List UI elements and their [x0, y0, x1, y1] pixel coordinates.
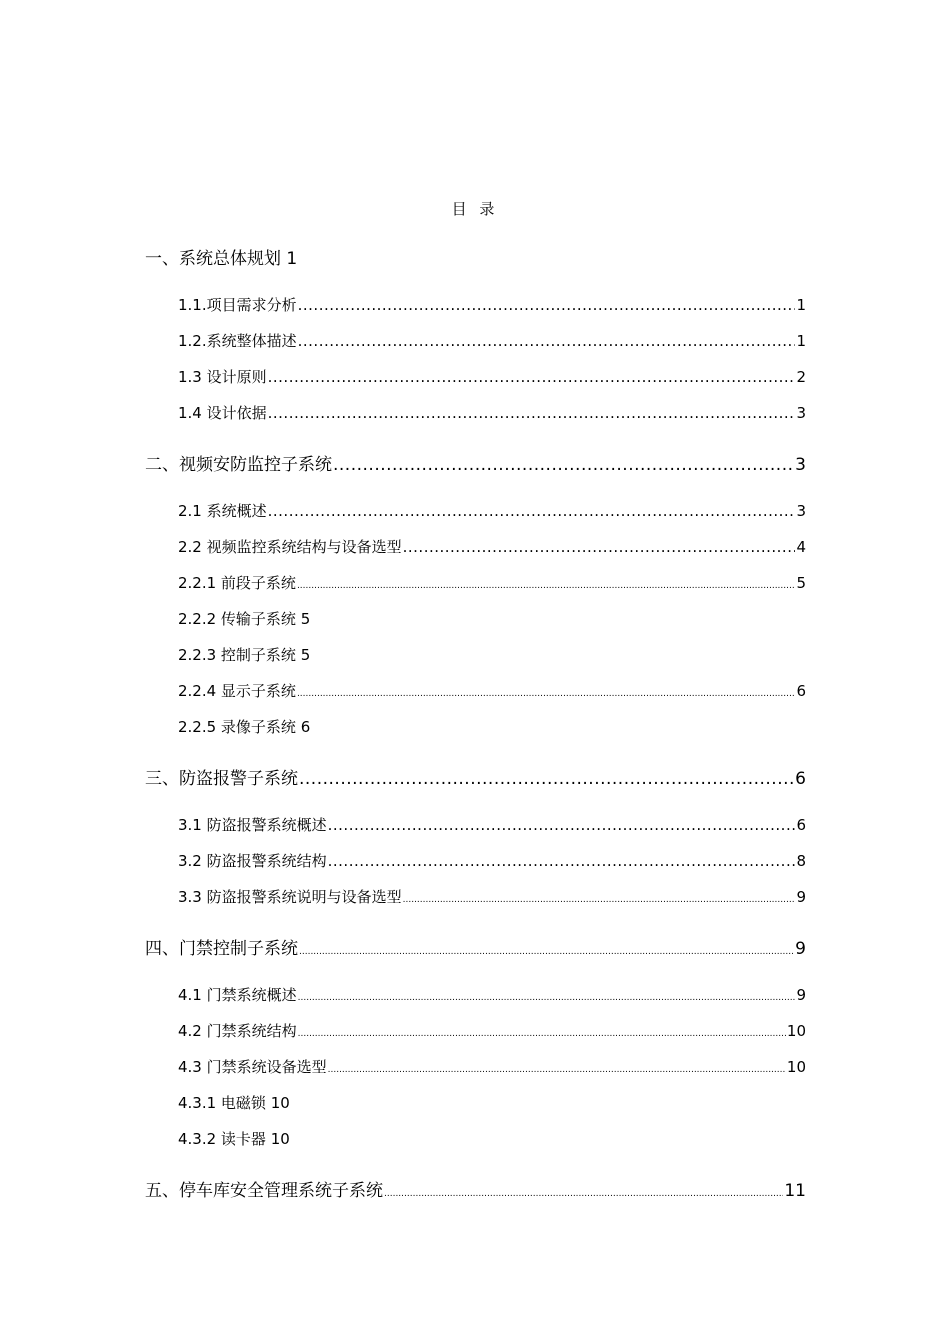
toc-leader-dots	[328, 852, 796, 870]
toc-entry-label: 3.3 防盗报警系统说明与设备选型	[178, 888, 402, 906]
toc-leader-dots	[297, 689, 796, 699]
toc-page-number: 1	[796, 332, 806, 350]
toc-leader-dots	[299, 769, 794, 789]
toc-entry-label: 2.2.3 控制子系统 5	[178, 646, 311, 664]
toc-entry-label: 2.2.4 显示子系统	[178, 682, 296, 700]
toc-entry[interactable]	[145, 244, 297, 270]
toc-page-number: 5	[796, 574, 806, 592]
toc-page-number: 10	[786, 1022, 806, 1040]
toc-page-number: 6	[796, 682, 806, 700]
toc-entry-label: 4.3.1 电磁锁 10	[178, 1094, 290, 1112]
toc-leader-dots	[298, 296, 796, 314]
toc-entry[interactable]	[145, 764, 806, 790]
toc-entry-label: 五、停车库安全管理系统子系统	[145, 1181, 383, 1201]
toc-leader-dots	[268, 404, 796, 422]
toc-entry-label: 1.3 设计原则	[178, 368, 267, 386]
toc-leader-dots	[328, 816, 796, 834]
toc-entry[interactable]	[145, 1176, 806, 1202]
toc-entry-label: 四、门禁控制子系统	[145, 939, 298, 959]
toc-entry[interactable]	[178, 366, 806, 388]
toc-page-number: 11	[784, 1181, 806, 1201]
toc-entry-label: 2.1 系统概述	[178, 502, 267, 520]
toc-page-number: 9	[796, 888, 806, 906]
toc-entry-label: 2.2.1 前段子系统	[178, 574, 296, 592]
toc-entry[interactable]	[178, 608, 310, 630]
toc-page-number: 3	[796, 502, 806, 520]
toc-entry-label: 2.2.2 传输子系统 5	[178, 610, 311, 628]
toc-entry[interactable]	[178, 402, 806, 424]
toc-entry[interactable]	[178, 536, 806, 558]
toc-entry[interactable]	[178, 644, 310, 666]
toc-leader-dots	[268, 368, 796, 386]
toc-page-number: 9	[796, 986, 806, 1004]
toc-leader-dots	[268, 502, 796, 520]
toc-leader-dots	[403, 895, 796, 905]
toc-title: 目 录	[451, 200, 499, 218]
toc-entry[interactable]	[178, 1020, 806, 1042]
toc-entry-label: 二、视频安防监控子系统	[145, 455, 332, 475]
toc-page-number: 3	[796, 404, 806, 422]
toc-leader-dots	[299, 947, 794, 957]
toc-entry[interactable]	[178, 886, 806, 908]
toc-entry-label: 3.2 防盗报警系统结构	[178, 852, 327, 870]
toc-page-number: 8	[796, 852, 806, 870]
toc-page-number: 6	[795, 769, 806, 789]
toc-entry[interactable]	[145, 450, 806, 476]
toc-page-number: 10	[786, 1058, 806, 1076]
toc-entry[interactable]	[178, 1056, 806, 1078]
toc-leader-dots	[403, 538, 796, 556]
toc-page-number: 3	[795, 455, 806, 475]
toc-leader-dots	[298, 993, 796, 1003]
toc-entry[interactable]	[178, 1128, 290, 1150]
toc-leader-dots	[384, 1189, 783, 1199]
toc-page-number: 9	[795, 939, 806, 959]
toc-entry-label: 4.1 门禁系统概述	[178, 986, 297, 1004]
toc-entry[interactable]	[145, 934, 806, 960]
toc-entry-label: 4.3 门禁系统设备选型	[178, 1058, 327, 1076]
toc-entry[interactable]	[178, 1092, 290, 1114]
toc-leader-dots	[333, 455, 794, 475]
toc-entry-label: 2.2 视频监控系统结构与设备选型	[178, 538, 402, 556]
toc-entry-label: 三、防盗报警子系统	[145, 769, 298, 789]
toc-entry-label: 4.2 门禁系统结构	[178, 1022, 297, 1040]
toc-entry[interactable]	[178, 984, 806, 1006]
toc-entry-label: 2.2.5 录像子系统 6	[178, 718, 311, 736]
toc-entry-label: 1.2.系统整体描述	[178, 332, 297, 350]
toc-entry[interactable]	[178, 680, 806, 702]
toc-entry[interactable]	[178, 500, 806, 522]
toc-leader-dots	[298, 332, 796, 350]
toc-entry[interactable]	[178, 330, 806, 352]
toc-page-number: 2	[796, 368, 806, 386]
toc-page-number: 1	[796, 296, 806, 314]
toc-entry-label: 一、系统总体规划 1	[145, 249, 298, 269]
toc-page-number: 4	[796, 538, 806, 556]
toc-entry-label: 3.1 防盗报警系统概述	[178, 816, 327, 834]
toc-entry-label: 1.4 设计依据	[178, 404, 267, 422]
toc-entry[interactable]	[178, 572, 806, 594]
toc-entry-label: 4.3.2 读卡器 10	[178, 1130, 290, 1148]
toc-entry-label: 1.1.项目需求分析	[178, 296, 297, 314]
toc-leader-dots	[328, 1065, 786, 1075]
toc-entry[interactable]	[178, 716, 310, 738]
toc-entry[interactable]	[178, 294, 806, 316]
toc-page-number: 6	[796, 816, 806, 834]
toc-leader-dots	[298, 1029, 786, 1039]
toc-entry[interactable]	[178, 850, 806, 872]
toc-entry[interactable]	[178, 814, 806, 836]
toc-leader-dots	[297, 581, 796, 591]
